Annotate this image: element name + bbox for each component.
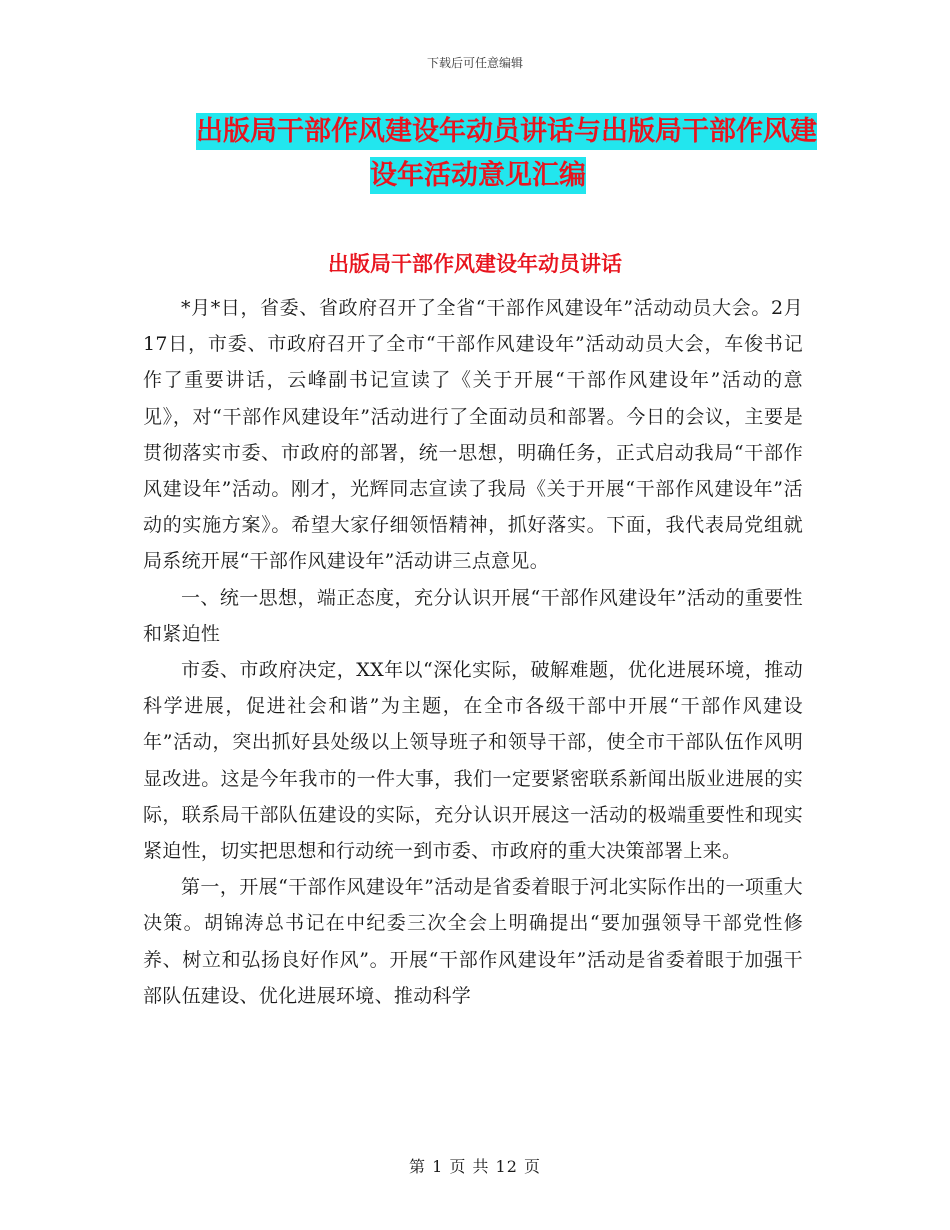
header-note: 下载后可任意编辑: [426, 56, 523, 70]
document-title-line-1: [196, 110, 817, 154]
document-title-text-1: 出版局干部作风建设年动员讲话与出版局干部作风建: [196, 113, 817, 150]
document-body: [143, 290, 803, 1014]
section-heading: 出版局干部作风建设年动员讲话: [328, 252, 622, 276]
paragraph-3: 市委、市政府决定，XX年以“深化实际，破解难题，优化进展环境，推动科学进展，促进社会和谐”为主题，在全市各级干部中开展“干部作风建设年”活动，突出抓好县处级以上领导班子和领导干部，使全市干部队伍作风明显改进。这是今年我市的一件大事，我们一定要紧密联系新闻出版业进展的实际，联系局干部队伍建设的实际，充分认识开展这一活动的极端重要性和现实紧迫性，切实把思想和行动统一到市委、市政府的重大决策部署上来。: [143, 659, 803, 863]
document-title-line-2: [370, 154, 586, 198]
document-title-text-2: 设年活动意见汇编: [370, 157, 586, 194]
paragraph-4: 第一，开展“干部作风建设年”活动是省委着眼于河北实际作出的一项重大决策。胡锦涛总书记在中纪委三次全会上明确提出“要加强领导干部党性修养、树立和弘扬良好作风”。开展“干部作风建设年”活动是省委着眼于加强干部队伍建设、优化进展环境、推动科学: [143, 876, 803, 1007]
paragraph-1: *月*日，省委、省政府召开了全省“干部作风建设年”活动动员大会。2月17日，市委、市政府召开了全市“干部作风建设年”活动动员大会，车俊书记作了重要讲话，云峰副书记宣读了《关于开展“干部作风建设年”活动的意见》，对“干部作风建设年”活动进行了全面动员和部署。今日的会议，主要是贯彻落实市委、市政府的部署，统一思想，明确任务，正式启动我局“干部作风建设年”活动。刚才，光辉同志宣读了我局《关于开展“干部作风建设年”活动的实施方案》。希望大家仔细领悟精神，抓好落实。下面，我代表局党组就局系统开展“干部作风建设年”活动讲三点意见。: [143, 297, 803, 573]
page-number: 第 1 页 共 12 页: [409, 1157, 541, 1176]
paragraph-2: 一、统一思想，端正态度，充分认识开展“干部作风建设年”活动的重要性和紧迫性: [143, 586, 803, 645]
